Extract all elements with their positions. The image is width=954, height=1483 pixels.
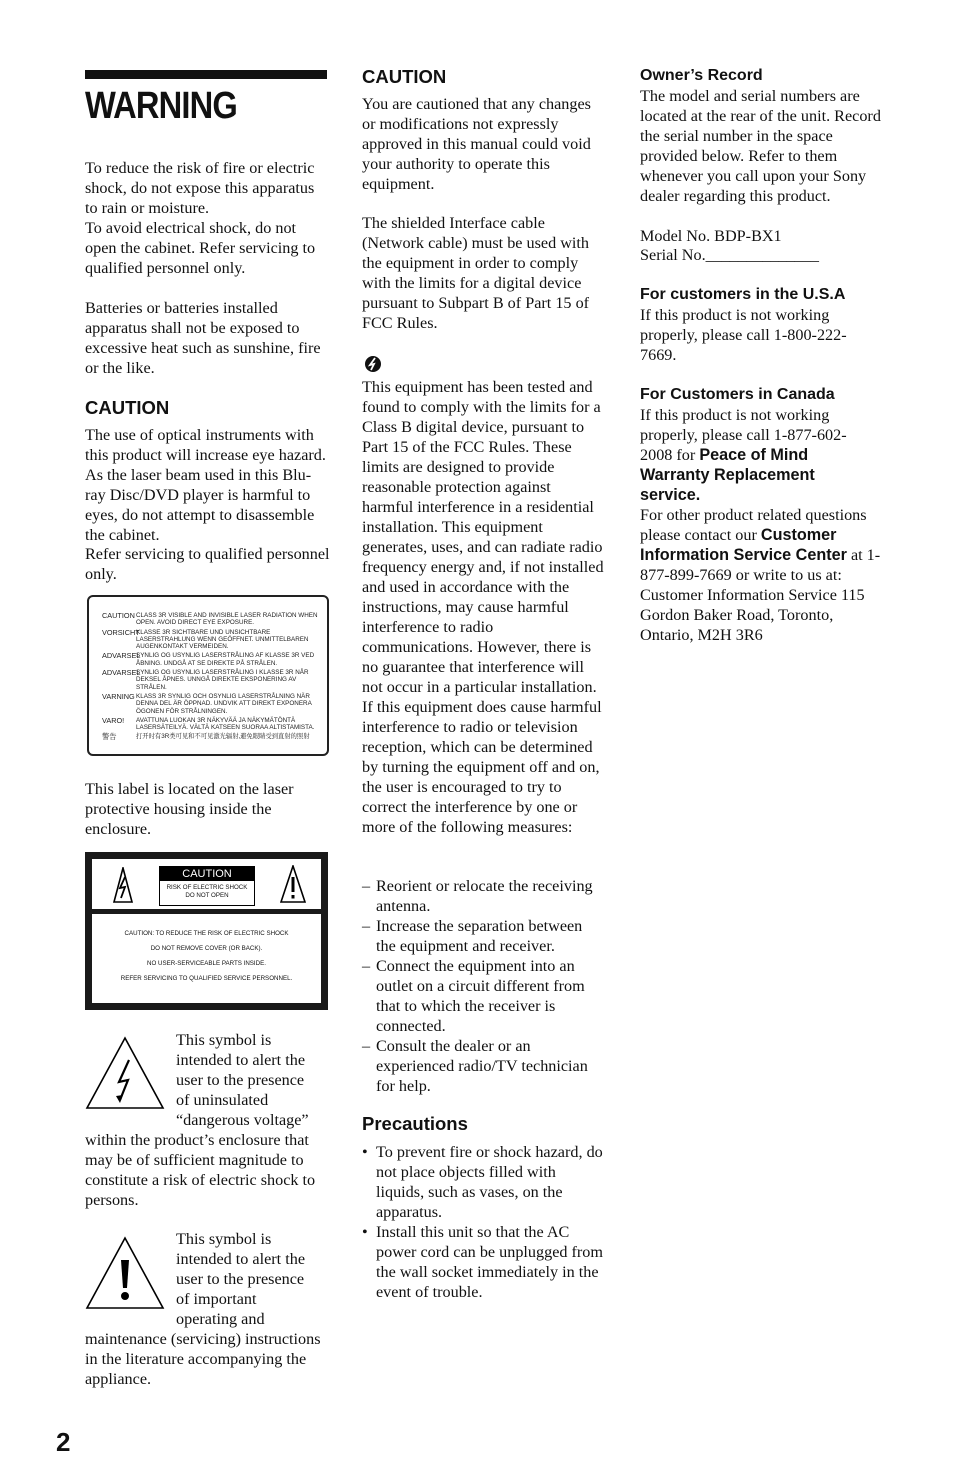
- canada-paragraph-1-text: If this product is not working properly, please call 1-877-602-2008 for: [640, 406, 847, 464]
- list-item: – Increase the separation between the equipment and receiver.: [362, 917, 583, 955]
- laser-label-row: 警告 打开时有3R类可见和不可见激光辐射,避免眼睛受到直射的照射: [102, 732, 310, 742]
- caution-paragraph-1: The use of optical instruments with this product will increase eye hazard. As the laser beam used in this Blu-ray Disc/DVD player is harmful to eyes, do not attempt to disassemble the cabinet.: [85, 426, 326, 544]
- peace-of-mind-text: Peace of Mind Warranty Replacement service.: [640, 446, 815, 504]
- shock-do-not-open-text: DO NOT OPEN: [185, 892, 229, 899]
- symbol1-side-text: [176, 1030, 330, 1130]
- usa-customers-heading: For customers in the U.S.A: [640, 286, 846, 303]
- title-rule: [85, 70, 327, 79]
- list-item: – Connect the equipment into an outlet on a circuit different from that to which the receiver is connected.: [362, 957, 585, 1035]
- precautions-list: [362, 1142, 604, 1302]
- owners-record-paragraph: The model and serial numbers are located at the rear of the unit. Record the serial number in the space provided below. Refer to them whenever you call upon your Sony dealer regarding this product.: [640, 87, 881, 205]
- shock-line-3: NO USER-SERVICEABLE PARTS INSIDE.: [147, 960, 266, 967]
- shock-line-2: DO NOT REMOVE COVER (OR BACK).: [150, 945, 263, 952]
- symbol2-line: operating and: [176, 1310, 265, 1328]
- list-item: – Reorient or relocate the receiving antenna.: [362, 877, 593, 915]
- canada-paragraph-2: [640, 505, 888, 645]
- canada-paragraph-2-rest: at 1-877-899-7669 or write to us at: Customer Information Service 115 Gordon Baker Road, Toronto, Ontario, M2H 3R6: [640, 546, 881, 644]
- label-location-text: This label is located on the laser protective housing inside the enclosure.: [85, 780, 294, 838]
- intro-paragraph-2: To avoid electrical shock, do not open the cabinet. Refer servicing to qualified personnel only.: [85, 219, 316, 277]
- exclamation-warning-triangle-icon: [85, 1236, 165, 1310]
- laser-label-row: VARNING KLASS 3R SYNLIG OCH OSYNLIG LASERSTRÅLNING NÄR DENNA DEL ÄR ÖPPNAD. UNDVIK ATT DIREKT EXPONERA ÖGONEN FÖR STRÅLNINGEN.: [102, 691, 312, 715]
- caution-paragraph-2: Refer servicing to qualified personnel only.: [85, 545, 330, 583]
- symbol1-description: within the product’s enclosure that may be of sufficient magnitude to constitute a risk of electric shock to persons.: [85, 1131, 316, 1209]
- exclamation-triangle-icon: [280, 865, 306, 903]
- laser-label-row: CAUTION CLASS 3R VISIBLE AND INVISIBLE LASER RADIATION WHEN OPEN. AVOID DIRECT EYE EXPOSURE.: [102, 611, 318, 627]
- caution-heading-2: CAUTION: [362, 66, 447, 87]
- symbol2-line: of important: [176, 1290, 257, 1308]
- shock-label-top-panel: [92, 859, 321, 909]
- laser-label-rows: [102, 612, 319, 741]
- lightning-bolt-icon: [112, 867, 134, 903]
- fcc-compliance-paragraph: This equipment has been tested and found to comply with the limits for a Class B digital device, pursuant to Part 15 of the FCC Rules. These limits are designed to provide reasonable protection against harmful interference in a residential installation. This equipment generates, uses, and can radiate radio frequency energy and, if not installed and used in accordance with the instructions, may cause harmful interference to radio communications. However, there is no guarantee that interference will not occur in a particular installation. If this equipment does cause harmful interference to radio or television reception, which can be determined by turning the equipment off and on, the user is encouraged to try to correct the interference by one or more of the following measures:: [362, 378, 604, 836]
- intro-paragraph-3: Batteries or batteries installed apparatus shall not be exposed to excessive heat such as sunshine, fire or the like.: [85, 299, 321, 377]
- canada-paragraph-2-text: For other product related questions please contact our: [640, 506, 867, 544]
- interference-measures-list: [362, 876, 604, 1096]
- precautions-heading: Precautions: [362, 1113, 468, 1134]
- symbol2-side-text: [176, 1229, 330, 1329]
- shock-line-1: CAUTION: TO REDUCE THE RISK OF ELECTRIC SHOCK: [124, 930, 289, 937]
- shock-label-bottom-panel: [92, 914, 321, 1003]
- symbol1-line: user to the presence: [176, 1071, 305, 1089]
- symbol2-description: maintenance (servicing) instructions in the literature accompanying the appliance.: [85, 1330, 321, 1388]
- caution-heading: CAUTION: [85, 397, 170, 418]
- symbol1-line: intended to alert the: [176, 1051, 306, 1069]
- fcc-logo-icon: [364, 355, 382, 373]
- lightning-warning-triangle-icon: [85, 1036, 165, 1110]
- laser-label-row: ADVARSEL SYNLIG OG USYNLIG LASERSTRÅLING I KLASSE 3R NÅR DEKSEL ÅPNES. UNNGÅ DIREKTE EKSPONERING AV STRÅLEN.: [102, 668, 309, 691]
- list-item: • Install this unit so that the AC power cord can be unplugged from the wall socket immediately in the event of trouble.: [362, 1223, 603, 1301]
- symbol1-line: This symbol is: [176, 1031, 272, 1049]
- list-item: • To prevent fire or shock hazard, do not place objects filled with liquids, such as vases, on the apparatus.: [362, 1143, 603, 1221]
- symbol1-line: of uninsulated: [176, 1091, 269, 1109]
- shock-caution-title: CAUTION: [160, 867, 254, 881]
- fcc-caution-paragraph-1: You are cautioned that any changes or modifications not expressly approved in this manual could void your authority to operate this equipment.: [362, 95, 591, 193]
- canada-paragraph-1: [640, 405, 868, 505]
- canada-customers-heading: For Customers in Canada: [640, 386, 835, 403]
- shock-caution-label: [85, 852, 328, 1010]
- shock-line-4: REFER SERVICING TO QUALIFIED SERVICE PERSONNEL.: [120, 975, 293, 982]
- laser-label-row: VORSICHT KLASSE 3R SICHTBARE UND UNSICHTBARE LASERSTRAHLUNG WENN GEÖFFNET. UNMITTELBAREN AUGENKONTAKT VERMEIDEN.: [102, 627, 309, 651]
- symbol2-line: intended to alert the: [176, 1250, 306, 1268]
- model-number: Model No. BDP-BX1: [640, 227, 782, 245]
- list-item: – Consult the dealer or an experienced radio/TV technician for help.: [362, 1037, 588, 1095]
- customer-info-center-text: Customer Information Service Center: [640, 526, 847, 564]
- symbol2-line: user to the presence: [176, 1270, 305, 1288]
- symbol1-line: “dangerous voltage”: [176, 1111, 309, 1129]
- symbol2-line: This symbol is: [176, 1230, 272, 1248]
- laser-label-row: ADVARSEL SYNLIG OG USYNLIG LASERSTRÅLING AF KLASSE 3R VED ÅBNING. UNDGÅ AT SE DIREKTE PÅ STRÅLEN.: [102, 651, 315, 667]
- page-number: 2: [56, 1427, 71, 1457]
- laser-label-row: VARO! AVATTUNA LUOKAN 3R NÄKYVÄÄ JA NÄKYMÄTÖNTÄ LASERSÄTEILYÄ. VÄLTÄ KATSEEN SUORAA ALTISTAMISTA.: [102, 715, 315, 732]
- owners-record-heading: Owner’s Record: [640, 67, 763, 84]
- warning-title: WARNING: [85, 85, 237, 127]
- fcc-caution-paragraph-2: The shielded Interface cable (Network cable) must be used with the equipment in order to comply with the limits for a digital device pursuant to Subpart B of Part 15 of FCC Rules.: [362, 214, 590, 332]
- laser-warning-label: [87, 595, 329, 756]
- usa-customers-paragraph: If this product is not working properly, please call 1-800-222-7669.: [640, 306, 847, 364]
- intro-paragraph-1: To reduce the risk of fire or electric shock, do not expose this apparatus to rain or moisture.: [85, 159, 315, 217]
- shock-caution-box: [159, 866, 255, 906]
- serial-number: Serial No.______________: [640, 246, 819, 264]
- shock-risk-text: RISK OF ELECTRIC SHOCK: [166, 884, 248, 891]
